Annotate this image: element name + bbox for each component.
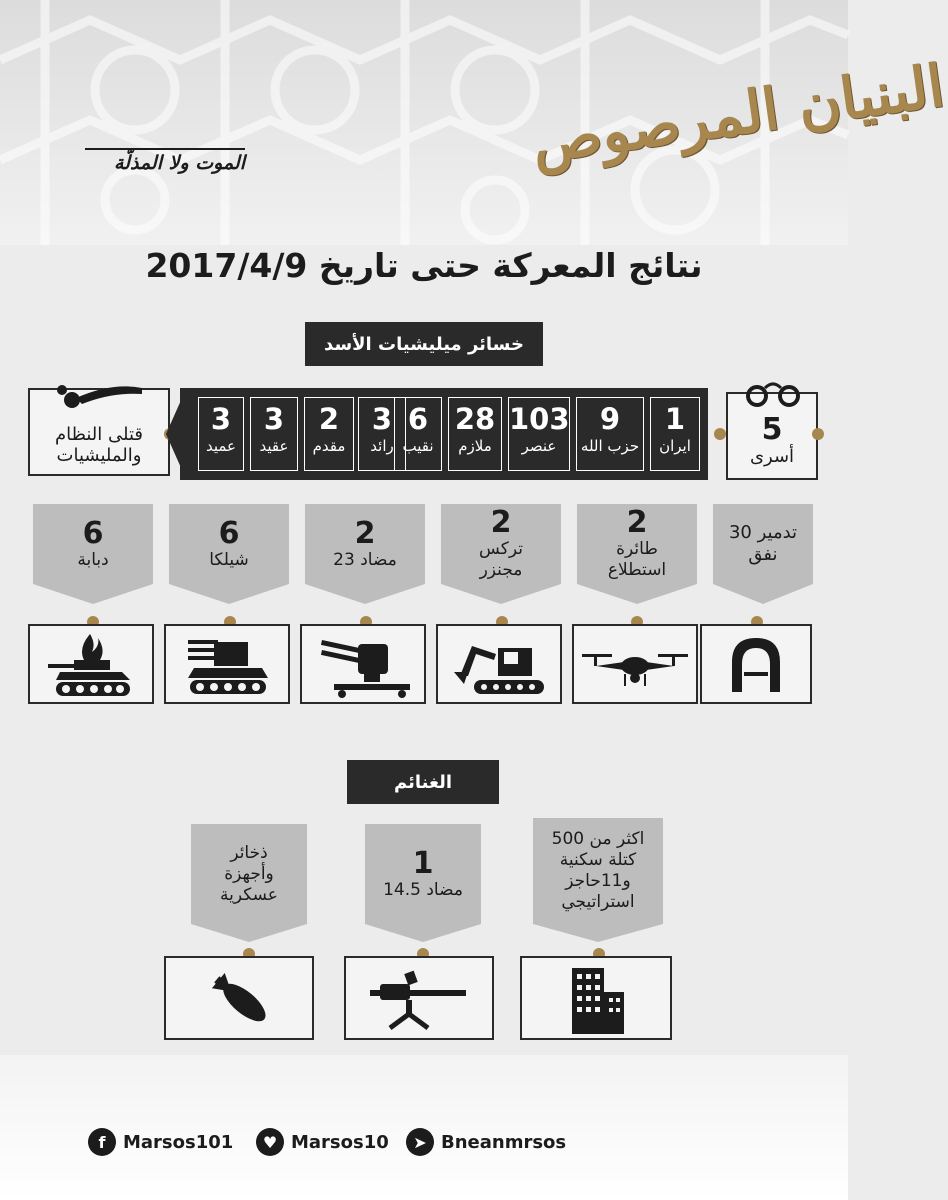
anti-aircraft-gun-icon xyxy=(302,626,424,702)
stat-count: 2 xyxy=(354,515,376,551)
rank-count: 9 xyxy=(599,402,621,436)
rank-label: حزب الله xyxy=(580,437,640,455)
icon-box-excavator xyxy=(436,624,562,704)
rank-cell xyxy=(250,397,298,471)
logo: البنيان المرصوص xyxy=(527,51,948,177)
icon-box-aa-gun xyxy=(300,624,426,704)
connector-dot xyxy=(812,428,824,440)
stat-label: تركس مجنزر xyxy=(479,539,523,580)
stat-label: تدمير 30 نفق xyxy=(728,522,798,565)
facebook-icon: f xyxy=(88,1128,116,1156)
rank-label: رائد xyxy=(370,437,394,455)
spoil-count: 1 xyxy=(412,845,434,881)
section-spoils-label: الغنائم xyxy=(347,760,499,804)
rank-cell xyxy=(304,397,354,471)
box-arrow xyxy=(577,584,697,604)
spoil-box-ammo xyxy=(191,824,307,924)
rank-label: عنصر xyxy=(521,437,557,455)
stat-label: شيلكا xyxy=(209,549,249,570)
rank-count: 3 xyxy=(371,402,393,436)
box-arrow xyxy=(33,584,153,604)
icon-box-machine-gun xyxy=(344,956,494,1040)
box-arrow xyxy=(191,924,307,942)
shilka-icon xyxy=(166,626,288,702)
rank-label: نقيب xyxy=(402,437,434,455)
stat-count: 6 xyxy=(82,515,104,551)
slogan-underline xyxy=(85,148,245,150)
blood-knife-icon xyxy=(52,378,148,410)
rank-label: مقدم xyxy=(312,437,346,455)
connector-dot xyxy=(714,428,726,440)
tunnel-icon xyxy=(702,626,810,702)
icon-box-shilka xyxy=(164,624,290,704)
bomb-icon xyxy=(166,958,312,1038)
twitter-handle: Marsos10 xyxy=(291,1131,389,1153)
stat-count: 6 xyxy=(218,515,240,551)
prisoners-label: أسرى xyxy=(749,446,795,467)
stat-box-tunnels xyxy=(713,504,813,584)
spoil-label: ذخائر وأجهزة عسكرية xyxy=(220,842,278,905)
machine-gun-icon xyxy=(346,958,492,1038)
prisoners-box xyxy=(726,392,818,480)
rank-count: 3 xyxy=(263,402,285,436)
twitter-link[interactable] xyxy=(256,1128,389,1156)
rank-count: 28 xyxy=(454,402,496,436)
stat-box-drone xyxy=(577,504,697,584)
buildings-icon xyxy=(522,958,670,1038)
box-arrow xyxy=(169,584,289,604)
prisoners-count: 5 xyxy=(761,412,783,447)
rank-count: 6 xyxy=(407,402,429,436)
stat-count: 2 xyxy=(626,505,648,540)
rank-count: 2 xyxy=(318,402,340,436)
twitter-icon: ♥ xyxy=(256,1128,284,1156)
handcuffs-icon xyxy=(745,378,801,408)
spoil-box-aa145 xyxy=(365,824,481,924)
telegram-handle: Bneanmrsos xyxy=(441,1131,567,1153)
rank-label: ايران xyxy=(659,437,691,455)
stat-box-tanks xyxy=(33,504,153,584)
stat-label: مضاد 23 xyxy=(333,549,397,570)
stat-box-shilka xyxy=(169,504,289,584)
stat-box-excavator xyxy=(441,504,561,584)
stat-count: 2 xyxy=(490,505,512,540)
rank-cell xyxy=(508,397,570,471)
rank-count: 103 xyxy=(509,402,570,436)
icon-box-bomb xyxy=(164,956,314,1040)
spoil-label: اكثر من 500 كتلة سكنية و11حاجز استراتيجي xyxy=(551,829,645,912)
excavator-icon xyxy=(438,626,560,702)
killed-label: قتلى النظام والمليشيات xyxy=(54,424,144,466)
icon-box-tank xyxy=(28,624,154,704)
drone-icon xyxy=(574,626,696,702)
rank-cell xyxy=(198,397,244,471)
icon-box-tunnel xyxy=(700,624,812,704)
icon-box-buildings xyxy=(520,956,672,1040)
spoil-box-buildings xyxy=(533,818,663,924)
section-losses-label: خسائر ميليشيات الأسد xyxy=(305,322,543,366)
box-arrow xyxy=(441,584,561,604)
rank-label: عميد xyxy=(205,437,237,455)
icon-box-drone xyxy=(572,624,698,704)
rank-cell xyxy=(650,397,700,471)
telegram-link[interactable] xyxy=(406,1128,566,1156)
rank-label: ملازم xyxy=(458,437,492,455)
rank-count: 1 xyxy=(664,402,686,436)
stat-box-aa23 xyxy=(305,504,425,584)
box-arrow xyxy=(365,924,481,942)
ranks-bar-arrow xyxy=(166,398,182,470)
box-arrow xyxy=(305,584,425,604)
page-title: نتائج المعركة حتى تاريخ 2017/4/9 xyxy=(145,246,703,285)
rank-count: 3 xyxy=(210,402,232,436)
telegram-icon: ➤ xyxy=(406,1128,434,1156)
facebook-handle: Marsos101 xyxy=(123,1131,234,1153)
rank-cell xyxy=(576,397,644,471)
box-arrow xyxy=(533,924,663,942)
stat-label: طائرة استطلاع xyxy=(607,539,667,580)
stat-label: دبابة xyxy=(77,549,109,570)
box-arrow xyxy=(713,584,813,604)
killed-box xyxy=(28,388,170,476)
rank-cell xyxy=(394,397,442,471)
burning-tank-icon xyxy=(30,626,152,702)
slogan: الموت ولا المذلّة xyxy=(114,152,245,174)
rank-label: عقيد xyxy=(259,437,289,455)
rank-cell xyxy=(448,397,502,471)
facebook-link[interactable] xyxy=(88,1128,233,1156)
spoil-label: مضاد 14.5 xyxy=(383,879,463,900)
